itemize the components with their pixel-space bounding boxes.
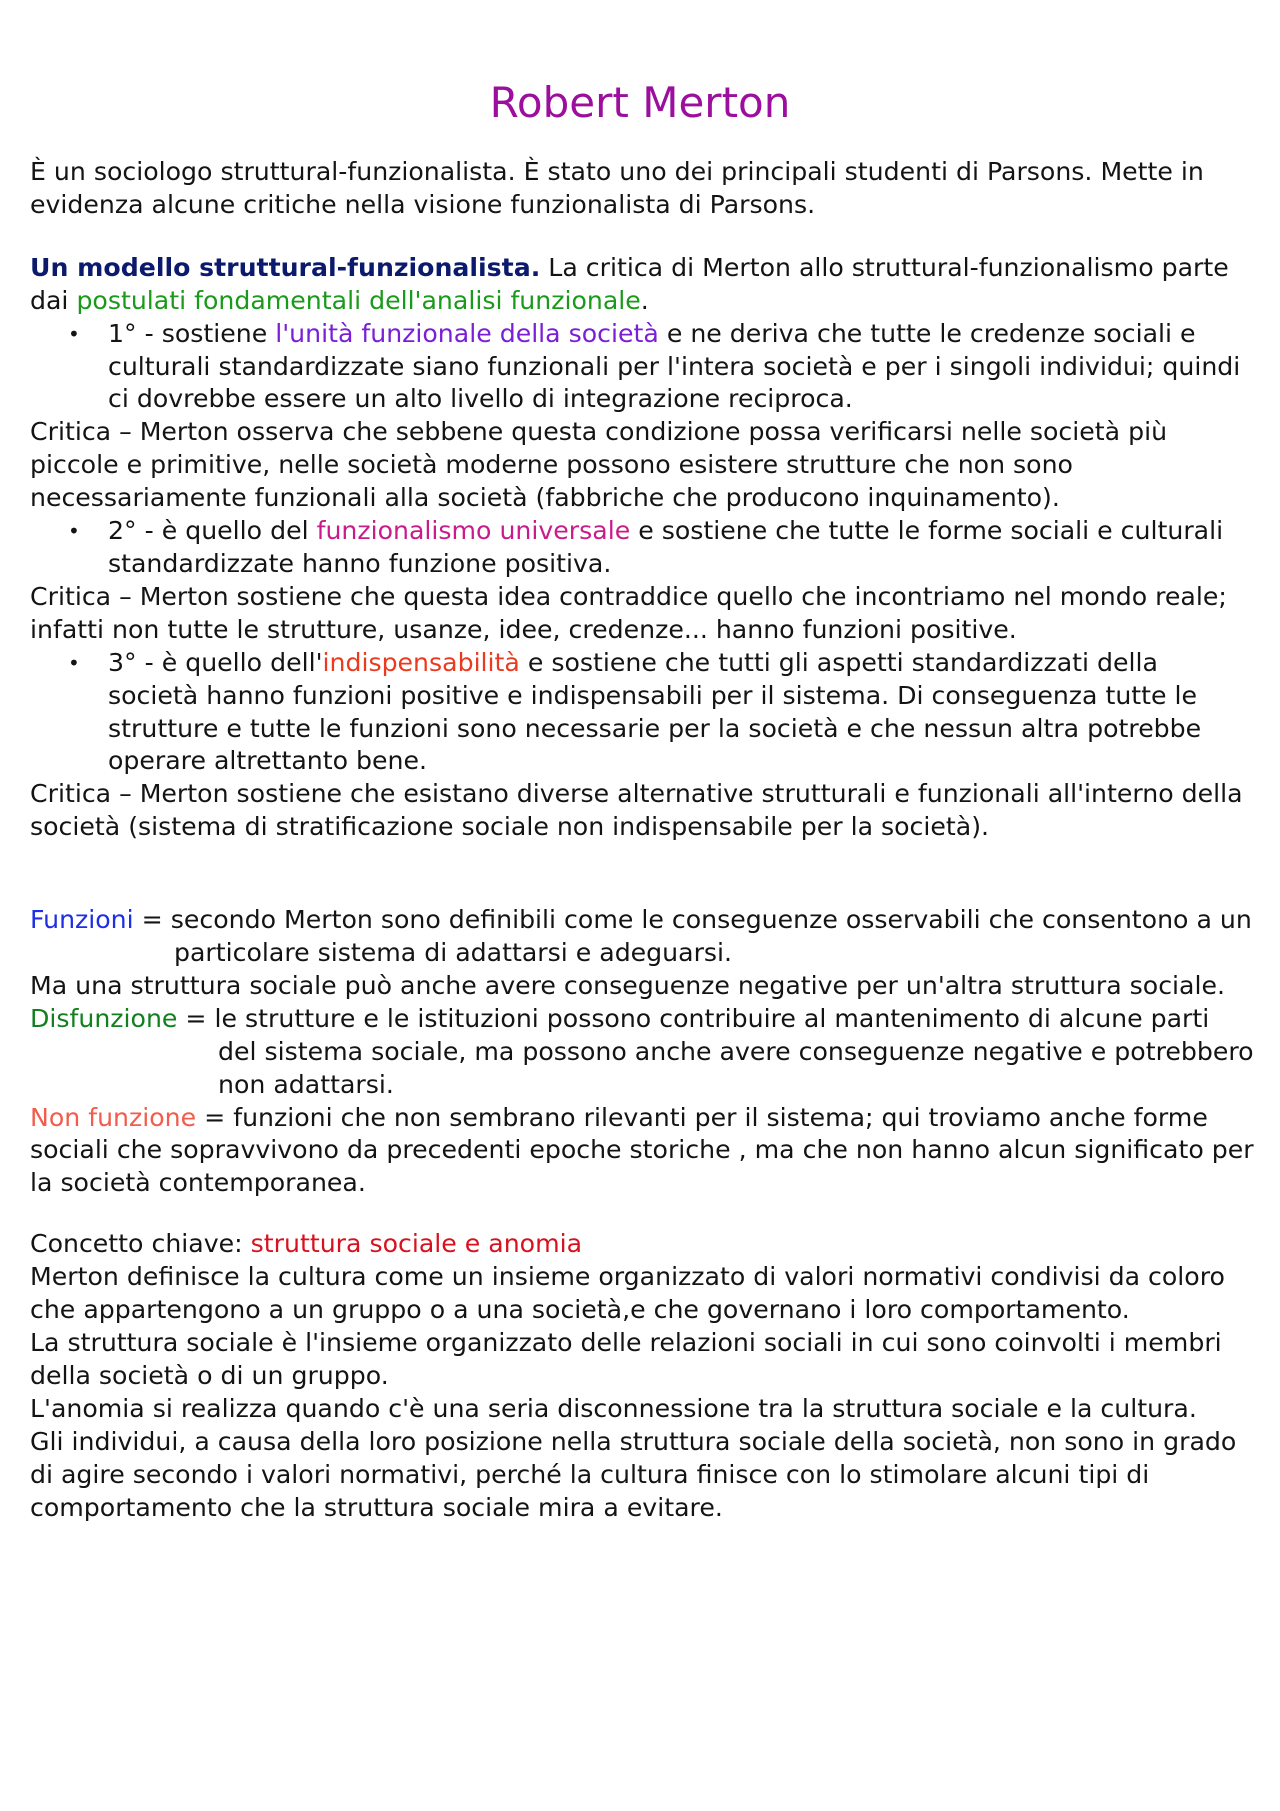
critique-paragraph: Critica – Merton sostiene che esistano diverse alternative strutturali e funzionali all'interno della società (sistema di stratificazione sociale non indispensabile per la società). (30, 779, 1243, 842)
model-heading: Un modello struttural-funzionalista. (30, 252, 541, 282)
postulate-list-3 (30, 647, 1255, 779)
postulate-item (30, 515, 1255, 581)
concept-paragraph-3: L'anomia si realizza quando c'è una seria disconnessione tra la struttura sociale e la cultura. (30, 1393, 1197, 1423)
model-paragraph (30, 252, 1255, 318)
postulate-highlight: l'unità funzionale della società (275, 318, 659, 348)
definition-text: = le strutture e le istituzioni possono contribuire al mantenimento di alcune parti del sistema sociale, ma possono anche avere conseguenze negative e potrebbero non adattarsi. (177, 1003, 1254, 1099)
concept-paragraph-2: La struttura sociale è l'insieme organizzato delle relazioni sociali in cui sono coinvolti i membri della società o di un gruppo. (30, 1328, 1222, 1390)
postulate-suffix: e sostiene che tutti gli aspetti standardizzati della società hanno funzioni positive e indispensabili per il sistema. Di conseguenza tutte le strutture e tutte le funzioni sono necessarie per la società e che nessun altra potrebbe operare altrettanto bene. (108, 647, 1202, 776)
postulate-prefix: 1° - sostiene (108, 318, 276, 348)
postulate-list-2 (30, 515, 1255, 581)
model-highlight: postulati fondamentali dell'analisi funzionale (76, 285, 641, 315)
term-disfunzione: Disfunzione (30, 1003, 178, 1033)
critique-paragraph: Critica – Merton sostiene che questa idea contraddice quello che incontriamo nel mondo reale; infatti non tutte le strutture, usanze, idee, credenze... hanno funzioni positive. (30, 581, 1227, 644)
page-title: Robert Merton (489, 78, 791, 127)
term-funzioni: Funzioni (30, 905, 134, 935)
key-concept-label: Concetto chiave: (30, 1229, 251, 1259)
document-body (30, 156, 1255, 1524)
intro-paragraph: È un sociologo struttural-funzionalista. È stato uno dei principali studenti di Parsons. Mette in evidenza alcune critiche nella visione funzionalista di Parsons. (30, 157, 1204, 219)
critique-paragraph: Critica – Merton osserva che sebbene questa condizione possa verificarsi nelle società più piccole e primitive, nelle società moderne possono esistere strutture che non sono necessariamente funzionali alla società (fabbriche che producono inquinamento). (30, 417, 1168, 513)
definition-text: = secondo Merton sono definibili come le conseguenze osservabili che consentono a un particolare sistema di adattarsi e adeguarsi. (133, 905, 1252, 968)
definition-disfunzione (30, 1003, 1255, 1102)
postulate-highlight: funzionalismo universale (316, 516, 631, 546)
concept-paragraph-4: Gli individui, a causa della loro posizione nella struttura sociale della società, non sono in grado di agire secondo i valori normativi, perché la cultura finisce con lo stimolare alcuni tipi di comportamento che la struttura sociale mira a evitare. (30, 1426, 1237, 1522)
postulate-prefix: 2° - è quello del (108, 516, 317, 546)
concept-paragraph-1: Merton definisce la cultura come un insieme organizzato di valori normativi condivisi da coloro che appartengono a un gruppo o a una società,e che governano i loro comportamento. (30, 1262, 1225, 1325)
definition-text: = funzioni che non sembrano rilevanti per il sistema; qui troviamo anche forme sociali che sopravvivono da precedenti epoche storiche , ma che non hanno alcun significato per la società contemporanea. (30, 1102, 1254, 1198)
postulate-suffix: e ne deriva che tutte le credenze sociali e culturali standardizzate siano funzionali per l'intera società e per i singoli individui; quindi ci dovrebbe essere un alto livello di integrazione reciproca. (108, 318, 1241, 414)
postulate-item (30, 647, 1255, 779)
model-text-a: La critica di Merton allo struttural-funzionalismo parte dai (30, 252, 1229, 315)
model-text-b: . (640, 285, 649, 315)
definition-non-funzione (30, 1102, 1255, 1201)
bridge-paragraph: Ma una struttura sociale può anche avere conseguenze negative per un'altra struttura sociale. (30, 970, 1225, 1000)
key-concept-line (30, 1228, 1255, 1261)
term-non-funzione: Non funzione (30, 1102, 197, 1132)
bullet-icon: • (68, 650, 80, 675)
key-concept-value: struttura sociale e anomia (250, 1229, 583, 1259)
bullet-icon: • (68, 321, 80, 346)
bullet-icon: • (68, 519, 80, 544)
postulate-list-1 (30, 318, 1255, 417)
postulate-prefix: 3° - è quello dell' (108, 647, 323, 677)
postulate-item (30, 318, 1255, 417)
definition-funzioni (30, 904, 1255, 970)
postulate-suffix: e sostiene che tutte le forme sociali e culturali standardizzate hanno funzione positiva. (108, 516, 1224, 578)
postulate-highlight: indispensabilità (322, 647, 520, 677)
